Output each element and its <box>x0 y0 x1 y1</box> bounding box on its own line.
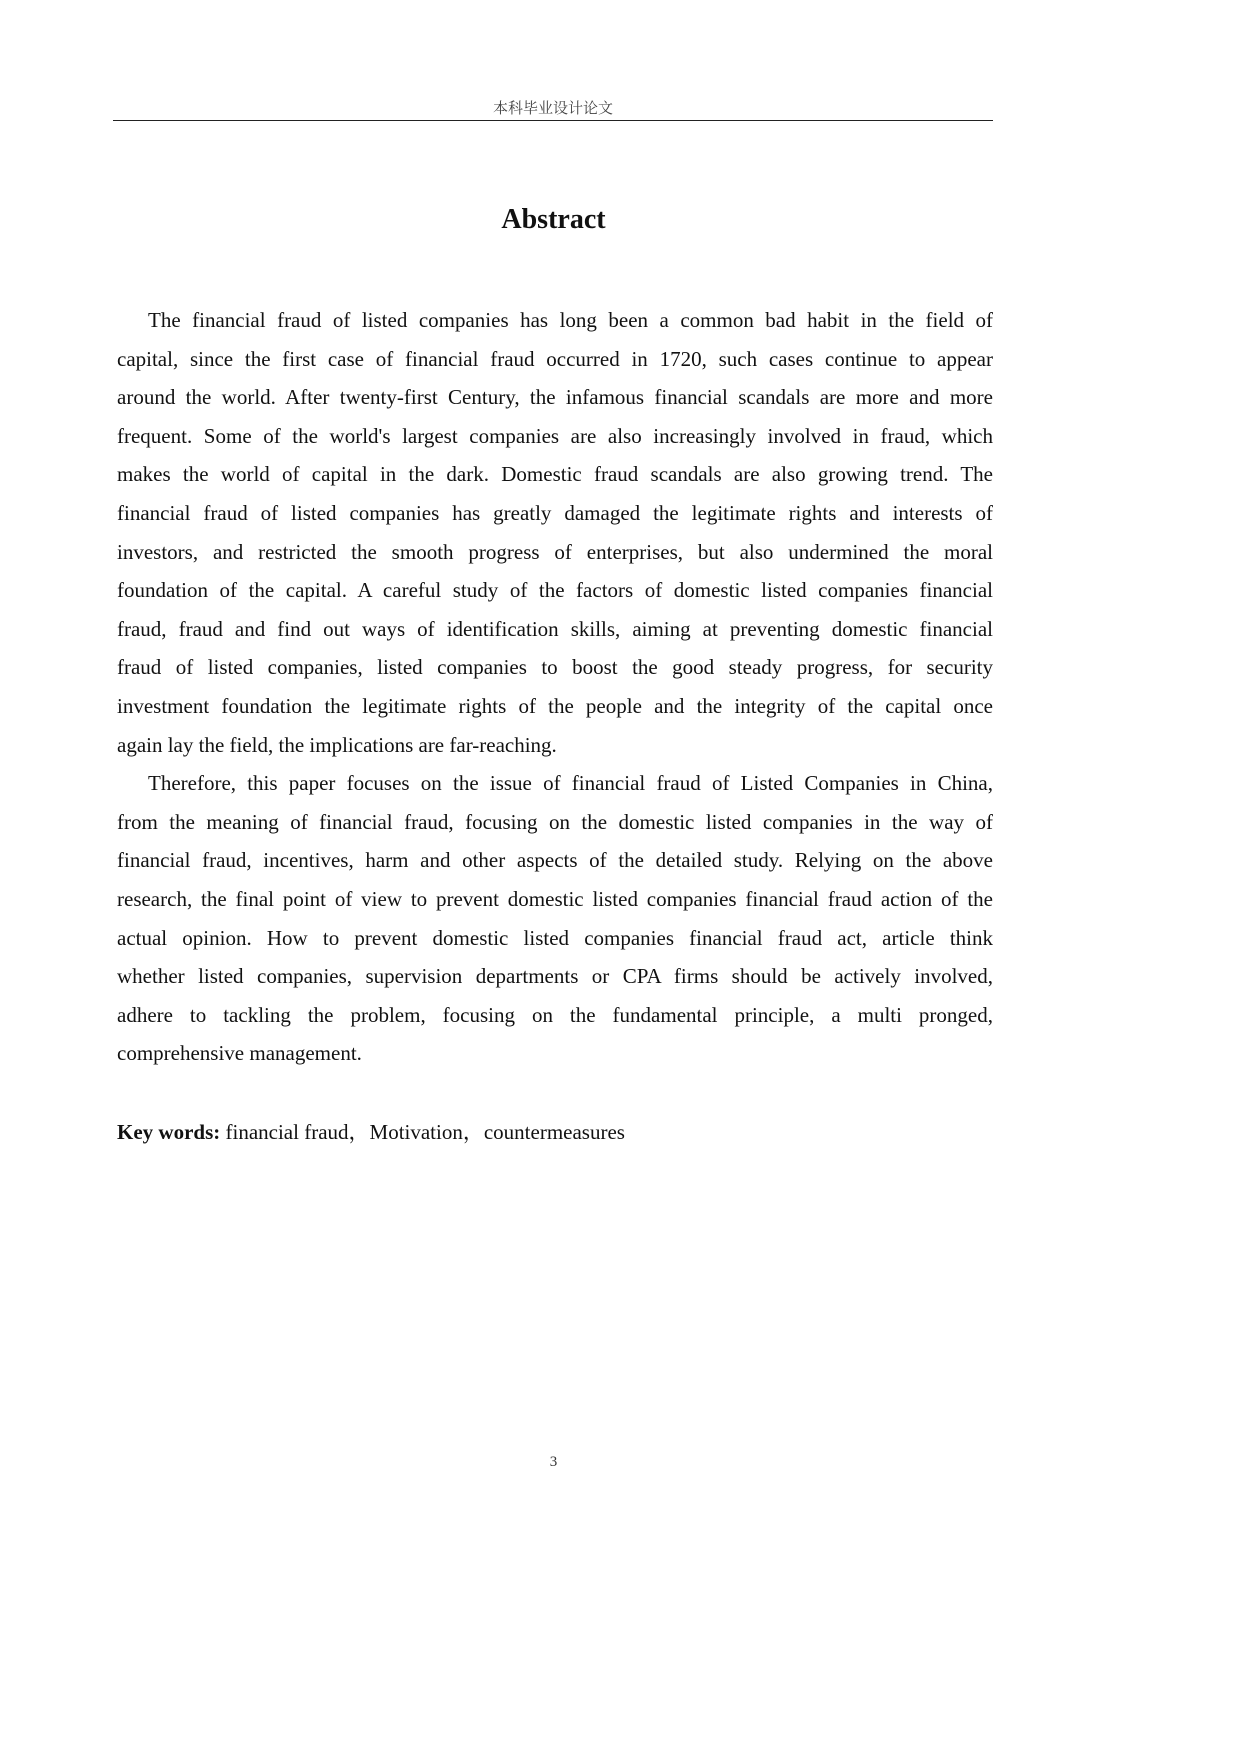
running-header-title: 本科毕业设计论文 <box>492 99 613 117</box>
keywords-label: Key words: <box>117 1120 221 1144</box>
text-line: makes the world of capital in the dark. Domestic fraud scandals are also growing trend. The <box>117 462 993 487</box>
page-number: 3 <box>549 1454 558 1470</box>
abstract-body <box>117 301 993 1073</box>
text-line: again lay the field, the implications are far-reaching. <box>117 732 557 757</box>
keywords <box>117 1113 993 1151</box>
text-line: The financial fraud of listed companies has long been a common bad habit in the field of <box>148 308 993 332</box>
text-line: from the meaning of financial fraud, focusing on the domestic listed companies in the way of <box>117 809 993 834</box>
text-line: fraud of listed companies, listed companies to boost the good steady progress, for security <box>117 655 993 680</box>
text-line: financial fraud, incentives, harm and other aspects of the detailed study. Relying on the above <box>117 848 993 873</box>
text-line: investors, and restricted the smooth progress of enterprises, but also undermined the moral <box>117 539 993 564</box>
text-line: foundation of the capital. A careful study of the factors of domestic listed companies financial <box>117 578 993 603</box>
text-line: financial fraud of listed companies has greatly damaged the legitimate rights and interests of <box>117 500 993 525</box>
text-line: investment foundation the legitimate rights of the people and the integrity of the capital once <box>117 693 993 718</box>
paragraph-2 <box>117 764 993 1073</box>
text-line: around the world. After twenty-first Century, the infamous financial scandals are more and more <box>117 385 993 410</box>
text-line: frequent. Some of the world's largest companies are also increasingly involved in fraud, which <box>117 423 993 448</box>
paragraph-1 <box>117 301 993 764</box>
text-line: whether listed companies, supervision departments or CPA firms should be actively involved, <box>117 964 993 989</box>
text-line: adhere to tackling the problem, focusing on the fundamental principle, a multi pronged, <box>117 1002 993 1027</box>
text-line: actual opinion. How to prevent domestic listed companies financial fraud act, article think <box>117 925 993 950</box>
keywords-text: financial fraud，Motivation，countermeasures <box>220 1120 625 1144</box>
text-line: Therefore, this paper focuses on the issue of financial fraud of Listed Companies in China, <box>148 771 993 796</box>
text-line: comprehensive management. <box>117 1041 362 1066</box>
running-header <box>113 96 993 121</box>
text-line: fraud, fraud and find out ways of identification skills, aiming at preventing domestic financial <box>117 616 993 641</box>
abstract-title: Abstract <box>501 204 606 235</box>
text-line: research, the final point of view to prevent domestic listed companies financial fraud action of the <box>117 886 993 911</box>
text-line: capital, since the first case of financial fraud occurred in 1720, such cases continue to appear <box>117 346 993 371</box>
